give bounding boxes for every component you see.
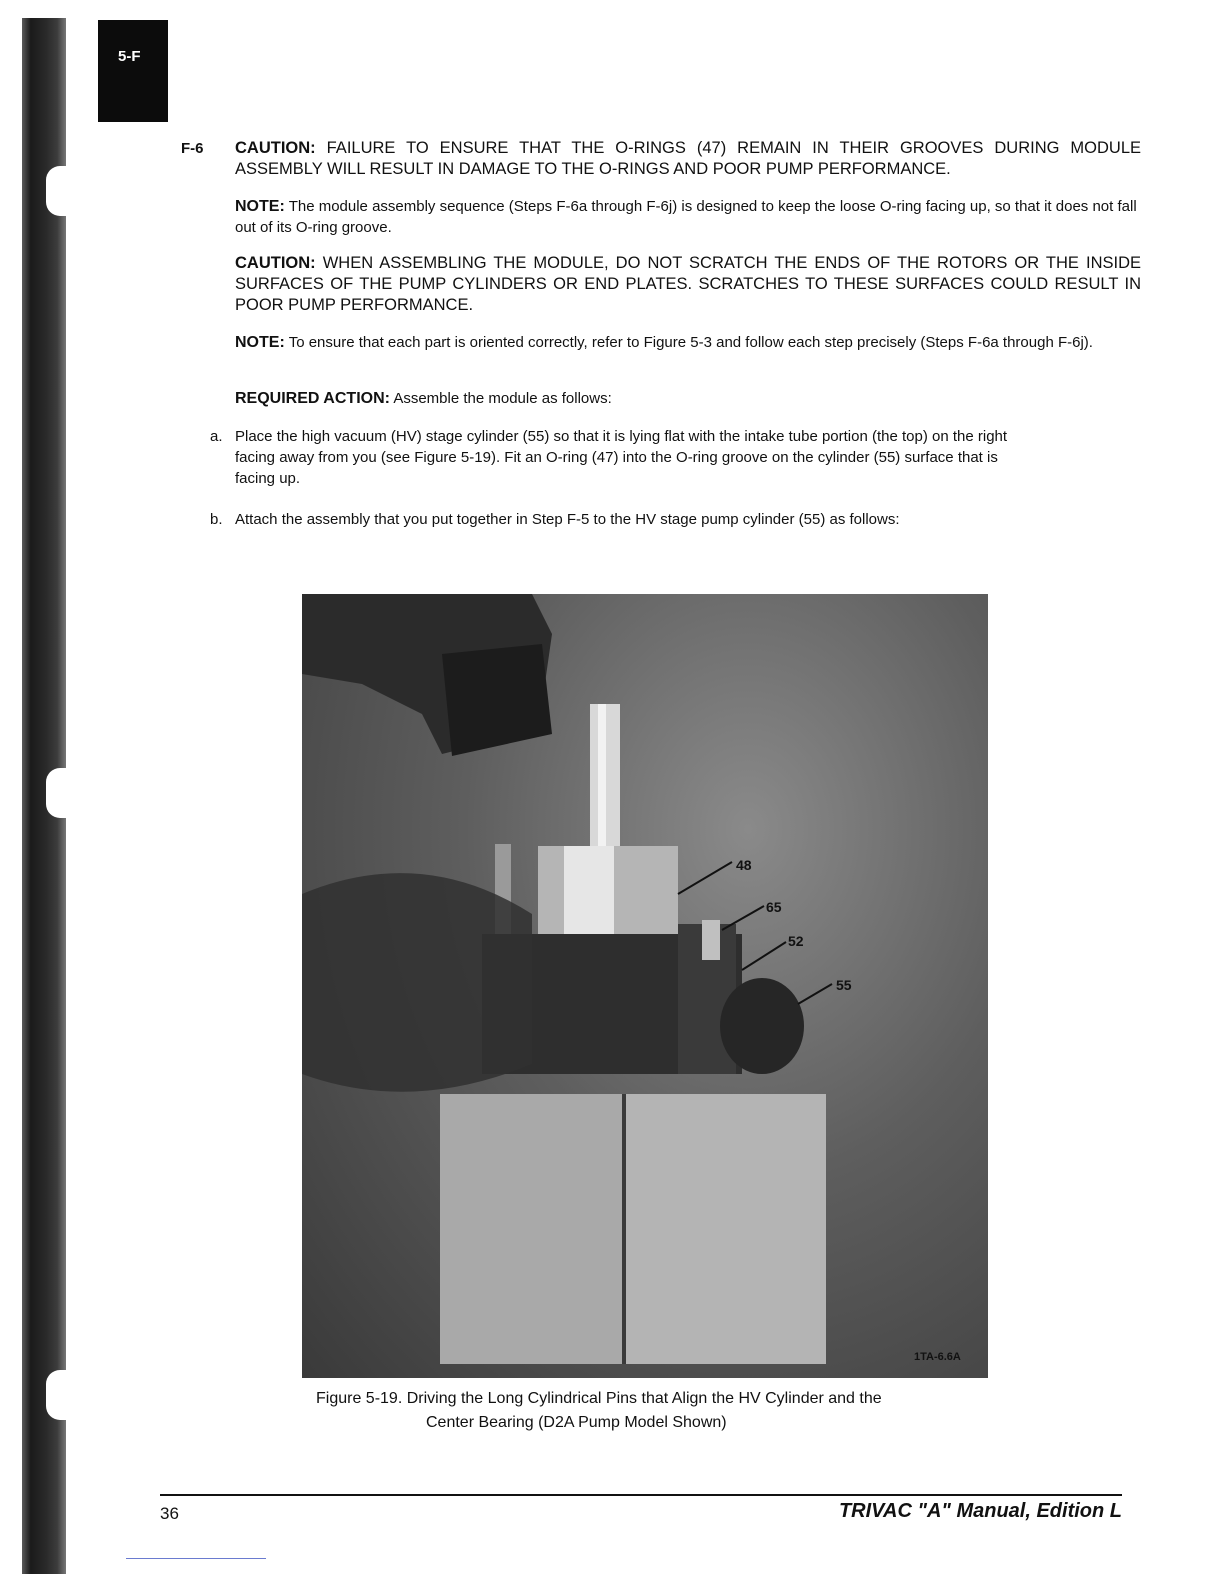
- figure-caption: [316, 1387, 996, 1435]
- figure-illustration: [302, 594, 988, 1378]
- callout-48: 48: [736, 857, 752, 873]
- substep-text: Attach the assembly that you put together in Step F-5 to the HV stage pump cylinder (55) as follows:: [235, 511, 900, 528]
- section-tab: [98, 20, 168, 122]
- note-1: [235, 196, 1141, 238]
- step-id: F-6: [181, 140, 204, 157]
- substep-letter: a.: [210, 428, 223, 445]
- caution-label: CAUTION:: [235, 139, 316, 157]
- required-action-text: Assemble the module as follows:: [393, 390, 612, 407]
- binder-edge: [22, 18, 66, 1574]
- figure-code: 1TA-6.6A: [914, 1351, 961, 1363]
- note-text: The module assembly sequence (Steps F-6a through F-6j) is designed to keep the loose O-ring facing up, so that it does not fall out of its O-ring groove.: [235, 198, 1137, 236]
- caution-label: CAUTION:: [235, 254, 316, 272]
- caution-1: [235, 138, 1141, 180]
- caution-text: WHEN ASSEMBLING THE MODULE, DO NOT SCRATCH THE ENDS OF THE ROTORS OR THE INSIDE SURFACES OF THE PUMP CYLINDERS OR END PLATES. SCRATCHES TO THESE SURFACES COULD RESULT IN POOR PUMP PERFORMANCE.: [235, 254, 1141, 314]
- page-number: 36: [160, 1504, 179, 1523]
- binder-hole: [46, 1370, 74, 1420]
- caption-line-1: Driving the Long Cylindrical Pins that Align the HV Cylinder and the: [406, 1390, 882, 1407]
- substep-text: Place the high vacuum (HV) stage cylinder (55) so that it is lying flat with the intake tube portion (the top) on the right facing away from you (see Figure 5-19). Fit an O-ring (47) into the O-ring groove on the cylinder (55) surface that is facing up.: [235, 428, 1008, 487]
- callout-55: 55: [836, 977, 852, 993]
- callout-65: 65: [766, 899, 782, 915]
- binder-hole: [46, 768, 74, 818]
- note-label: NOTE:: [235, 334, 285, 351]
- caption-line-2: Center Bearing (D2A Pump Model Shown): [426, 1414, 727, 1431]
- caption-number: Figure 5-19.: [316, 1390, 403, 1407]
- footer-rule: [160, 1494, 1122, 1496]
- required-action: [235, 388, 1141, 409]
- section-tab-label: 5-F: [118, 48, 141, 65]
- callout-52: 52: [788, 933, 804, 949]
- scan-artifact-line: [126, 1558, 266, 1559]
- figure-photo: [302, 594, 988, 1378]
- binder-hole: [46, 166, 74, 216]
- note-text: To ensure that each part is oriented correctly, refer to Figure 5-3 and follow each step precisely (Steps F-6a through F-6j).: [288, 334, 1093, 351]
- substep-a: [210, 426, 1020, 489]
- caution-text: FAILURE TO ENSURE THAT THE O-RINGS (47) REMAIN IN THEIR GROOVES DURING MODULE ASSEMBLY WILL RESULT IN DAMAGE TO THE O-RINGS AND POOR PUMP PERFORMANCE.: [235, 139, 1142, 178]
- required-action-label: REQUIRED ACTION:: [235, 390, 390, 407]
- note-2: [235, 332, 1141, 353]
- substep-b: [210, 509, 1020, 530]
- note-label: NOTE:: [235, 198, 285, 215]
- manual-title: TRIVAC "A" Manual, Edition L: [838, 1500, 1122, 1522]
- substep-letter: b.: [210, 511, 223, 528]
- caution-2: [235, 253, 1141, 316]
